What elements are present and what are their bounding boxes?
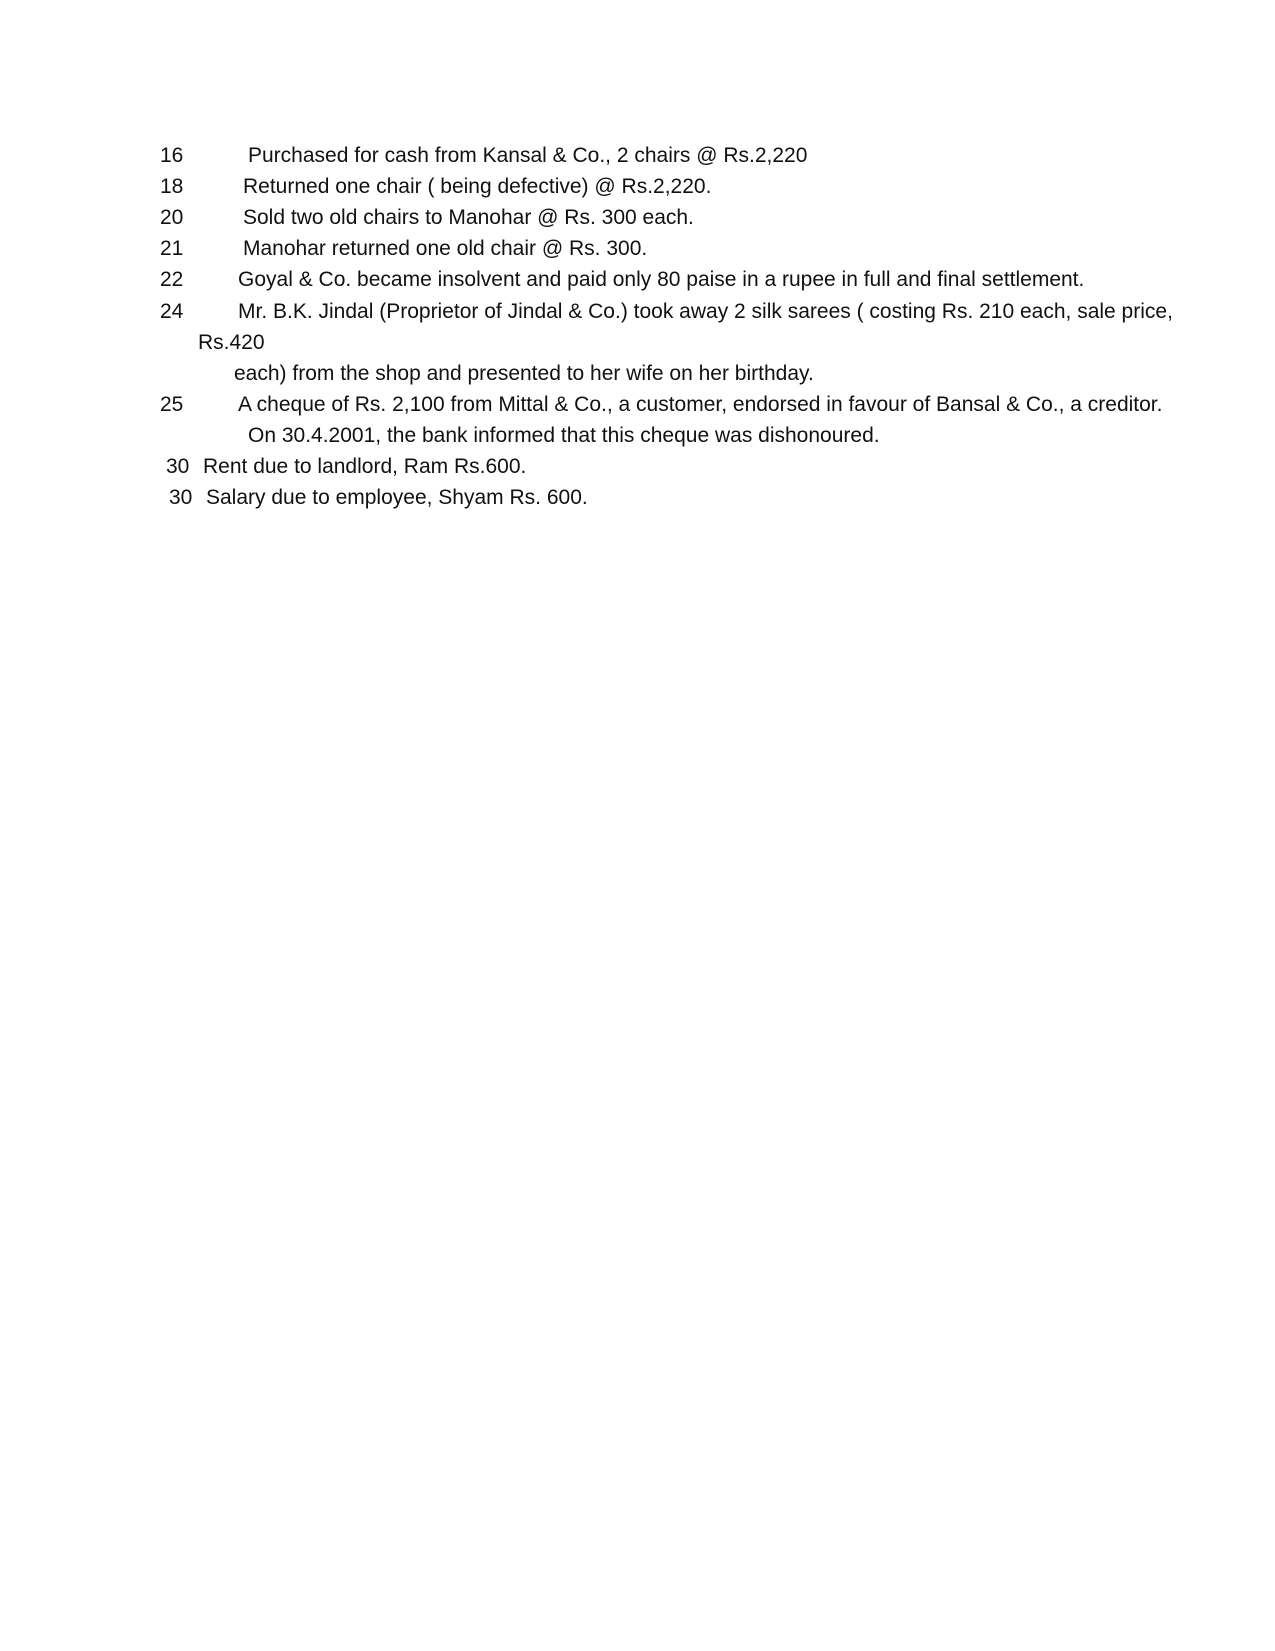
entry-date: 30 — [169, 486, 193, 509]
entry-text: Sold two old chairs to Manohar @ Rs. 300 each. — [243, 206, 694, 229]
list-item — [0, 171, 1275, 203]
entry-text: Rs.420 — [198, 331, 265, 354]
entry-date: 18 — [160, 175, 184, 198]
entry-date: 20 — [160, 206, 184, 229]
entry-text: A cheque of Rs. 2,100 from Mittal & Co., a customer, endorsed in favour of Bansal & Co., a creditor. — [238, 393, 1163, 416]
list-item — [0, 264, 1275, 296]
entry-text: Mr. B.K. Jindal (Proprietor of Jindal & Co.) took away 2 silk sarees ( costing Rs. 210 each, sale price, — [238, 300, 1173, 323]
entry-text: Goyal & Co. became insolvent and paid only 80 paise in a rupee in full and final settlement. — [238, 268, 1085, 291]
list-item-continuation — [0, 420, 1275, 452]
list-item-continuation — [0, 358, 1275, 390]
entry-text: Returned one chair ( being defective) @ Rs.2,220. — [243, 175, 712, 198]
list-item — [0, 389, 1275, 421]
entry-date: 21 — [160, 237, 184, 260]
entry-text: Salary due to employee, Shyam Rs. 600. — [206, 486, 588, 509]
entry-text: Manohar returned one old chair @ Rs. 300. — [243, 237, 648, 260]
entry-date: 25 — [160, 393, 184, 416]
entry-text: Rent due to landlord, Ram Rs.600. — [203, 455, 527, 478]
list-item — [0, 233, 1275, 265]
list-item — [0, 451, 1275, 483]
list-item — [0, 140, 1275, 172]
entry-text: On 30.4.2001, the bank informed that this cheque was dishonoured. — [248, 424, 880, 447]
entry-date: 22 — [160, 268, 184, 291]
entry-date: 16 — [160, 144, 184, 167]
entry-text: each) from the shop and presented to her wife on her birthday. — [234, 362, 814, 385]
entry-text: Purchased for cash from Kansal & Co., 2 chairs @ Rs.2,220 — [248, 144, 808, 167]
list-item-continuation — [0, 327, 1275, 359]
list-item — [0, 482, 1275, 514]
entry-date: 24 — [160, 300, 184, 323]
list-item — [0, 202, 1275, 234]
entry-date: 30 — [166, 455, 190, 478]
list-item — [0, 296, 1275, 328]
